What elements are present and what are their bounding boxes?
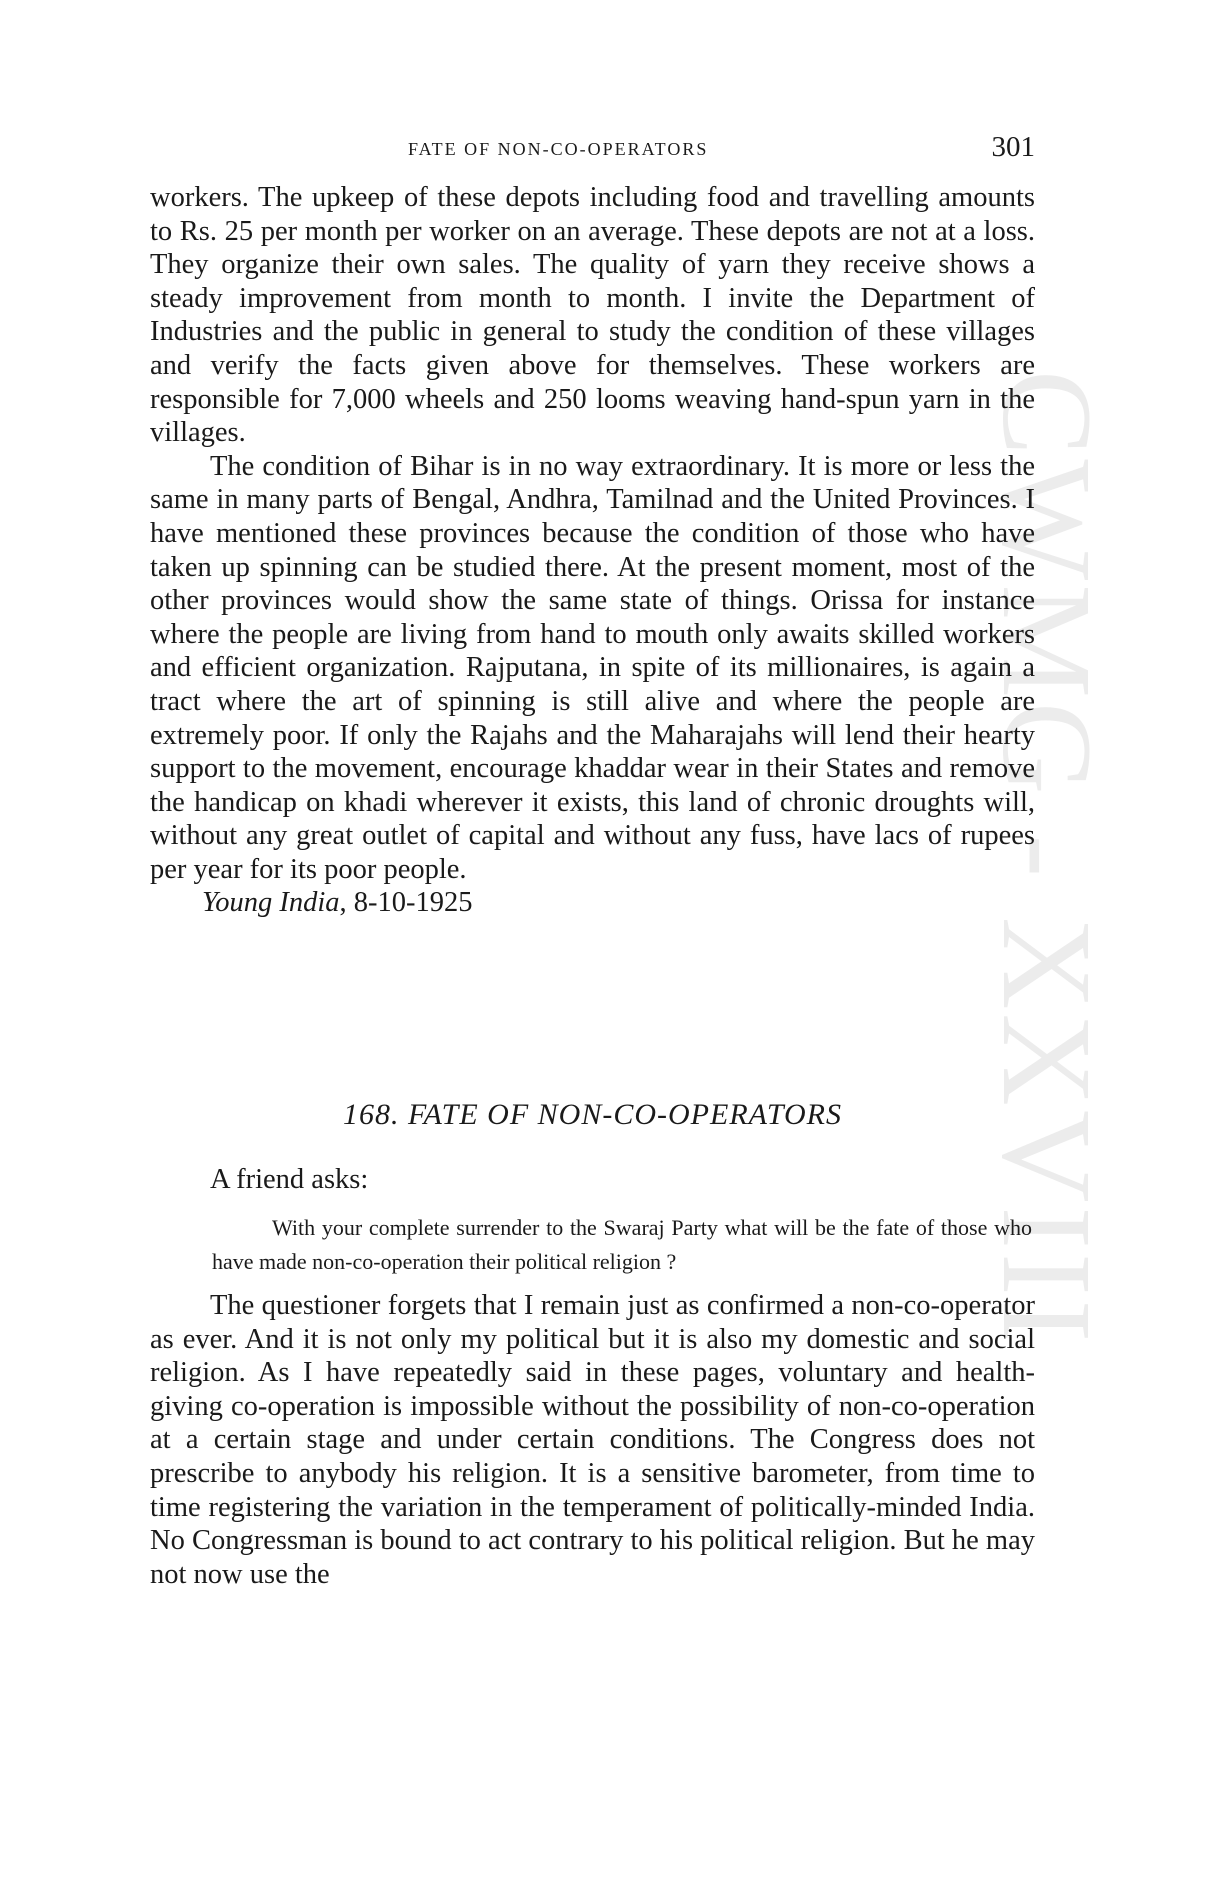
body-text: [150, 181, 1035, 920]
citation: [150, 886, 1035, 920]
page-number: 301: [991, 131, 1035, 163]
section-body: [150, 1289, 1035, 1591]
paragraph-questioner: The questioner forgets that I remain just as confirmed a non-co-operator as ever. And it is not only my political but it is also my domestic and social religion. As I have repeatedly said in these pages, voluntary and health-giving co-operation is impossible without the possibility of non-co-operation at a certain stage and under certain conditions. The Congress does not prescribe to anybody his religion. It is a sensitive barometer, from time to time registering the variation in the temperament of politically-minded India. No Congressman is bound to act contrary to his political religion. But he may not now use the: [150, 1290, 1035, 1590]
citation-source: Young India: [202, 887, 340, 919]
section-intro: A friend asks:: [210, 1164, 369, 1195]
section-heading: 168. FATE OF NON-CO-OPERATORS: [343, 1098, 842, 1131]
running-head: [150, 131, 1035, 171]
citation-date: , 8-10-1925: [339, 887, 473, 919]
paragraph-bihar: The condition of Bihar is in no way extraordinary. It is more or less the same in many parts of Bengal, Andhra, Tamilnad and the United Provinces. I have mentioned these provinces because the condition of those who have taken up spinning can be studied there. At the present moment, most of the other provinces would show the same state of things. Orissa for instance where the people are living from hand to mouth only awaits skilled workers and efficient organization. Rajputana, in spite of its millionaires, is again a tract where the art of spinning is still alive and where the people are extremely poor. If only the Rajahs and the Maharajahs will lend their hearty support to the movement, encourage khaddar wear in their States and remove the handicap on khadi wherever it exists, this land of chronic droughts will, without any great outlet of capital and without any fuss, have lacs of rupees per year for its poor people.: [150, 450, 1035, 885]
block-quote: With your complete surrender to the Swaraj Party what will be the fate of those who have made non-co-operation their political religion ?: [212, 1215, 1032, 1274]
paragraph-workers: workers. The upkeep of these depots including food and travelling amounts to Rs. 25 per month per worker on an average. These depots are not at a loss. They organize their own sales. The quality of yarn they receive shows a steady improvement from month to month. I invite the Department of Industries and the public in general to study the condition of these villages and verify the facts given above for themselves. These workers are responsible for 7,000 wheels and 250 looms weaving hand-spun yarn in the villages.: [150, 182, 1035, 449]
watermark-text: CWMG - XXVIII: [976, 370, 1118, 1347]
running-title: FATE OF NON-CO-OPERATORS: [408, 139, 709, 159]
